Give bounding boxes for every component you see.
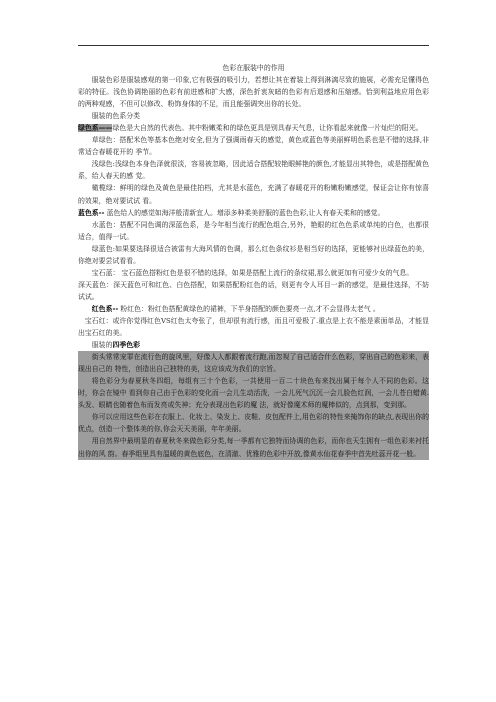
season-paragraph-1: 街头常常宠罪在流行色的旋风里，好像人人都跟着流行跑,而忽视了自己适合什么色彩，穿出自己的色彩来，表现出自己的 特性，创造出自己独特的美，这应该成为我们的宗旨。 [78,351,429,375]
blue-paragraph [78,207,429,219]
document-body [78,62,429,460]
red-text: 粉红色：粉红色搭配黄绿色的裙裤，下半身搭配的颜色要亮一点,才不会显得太老气 。 [120,304,380,313]
season-paragraph-4: 用自然界中最明显的春夏秋冬来做色彩分类,每一季都有它独特而协调的色彩，而你也天生拥有一组色彩来衬托出你的风 韵。春季组里具有温暖的黄色底色，在清澈、优雅的色彩中开放,像黄水仙花春季中首先吐蕊开花一般。 [78,435,429,459]
season-heading-bold: 四季色彩 [112,341,141,350]
grass-green-paragraph: 草绿色：搭配米色等基本色绝对安全,但为了强调雨春天的感觉，黄色或蓝色等美丽鲜明色系也是不错的选择,非常适合春暖花开的 季节。 [78,136,429,157]
red-title: 红色系-- [91,304,119,313]
season-heading: 服装的四季色彩 [91,341,141,350]
green-paragraph [78,122,429,134]
season-paragraph-3: 你可以应用这些色彩在衣服上、化妆上、染发上、皮鞋、皮包配件上,用色彩的特性来掩饰你的缺点,表现出你的优点，创造一个整体美的你,你会天天美丽，年年美丽。 [78,411,429,435]
header-rule [78,45,429,46]
blue-text: 蓝色给人的感觉如海洋般清新宜人。增添多种柔美舒服的蓝色色彩,让人有春天柔和的感觉。 [106,208,385,217]
section-heading: 服装的色系分类 [91,112,141,121]
dark-sky-blue-paragraph: 深天蓝色：深天蓝色可和红色、白色搭配，如果搭配粉红色的话，则更有令人耳目一新的感觉，是最佳选择，不妨试试。 [78,280,429,301]
red-paragraph [78,303,429,315]
season-paragraph-2: 将色彩分为春夏秋冬四组，每组有三十个色彩，一共使用一百二十块色布来找出属于每个人不同的色彩。这时，你会在镜中 看到你自己由于色彩的变化而一会儿生动活泼，一会儿死气沉沉一会儿脸色红润，一会儿苍白蜡黄.头发、眼睛也随着色布而发亮或失神；充分表现出色彩的魔 法，就好像魔术师的魔棒似的，点到那，变到那。 [78,375,429,411]
green-title: 绿色系—— [78,124,113,133]
intro-paragraph: 服装色彩是服装感观的第一印象,它有极强的吸引力，若想让其在着装上得到淋漓尽致的施展，必需充足懂得色彩的特征。浅色协调艳丽的色彩有前进感和扩大感，深色折衷灰暗的色彩有后退感和压缩感。恰到利益地应用色彩的两种观感，不但可以修改、粉饰身体的不足，而且能强调突出你的长处。 [78,76,429,109]
aqua-blue-paragraph: 水蓝色：搭配不同色调的深蓝色系，是今年相当流行的配色组合,另外，艳眼的红色色系或单纯的白色，也都很适合，值得一试。 [78,220,429,241]
olive-green-paragraph: 橄榄绿：鲜明的绿色及黄色是最佳拍档，尤其是水蓝色，充满了春暖花开的粉嫩粉嫩感觉，保证会让你有惊喜的效果，绝对要试试 看。 [78,184,429,205]
gem-red-paragraph: 宝石红：或许你觉得红色VS红色太夸张了，但却很有流行感，而且可爱极了.重点是上衣不能是素面单品，才能显出宝石红的美。 [78,316,429,338]
document-title: 色彩在服装中的作用 [222,64,285,72]
document-page [78,0,429,702]
green-text: 绿色是大自然的代表色。其中粉嫩柔和的绿色更具是别具春天气息，让你看起来就像一片灿烂的阳光。 [112,124,423,133]
light-green-paragraph: 浅绿色:浅绿色本身色泽就很淡，容易被忽略，因此适合搭配较艳眼鲜艳的颜色,才能显出其特色，或是搭配黄色系，给人春天的感 觉。 [78,160,429,181]
blue-title: 蓝色系-- [78,208,105,217]
deep-blue-paragraph: 绿蓝色:如果要选择很适合被雷有大海风情的色调，那么红色条纹衫是相当好的选择，更能够衬出绿蓝色的美，你绝对要尝试看看。 [78,244,429,265]
gem-blue-paragraph: 宝石蓝： 宝石蓝色搭粉红色是很不错的选择，如果是搭配上流行的条纹裙,那么就更加有可爱少女的气息。 [91,268,414,277]
